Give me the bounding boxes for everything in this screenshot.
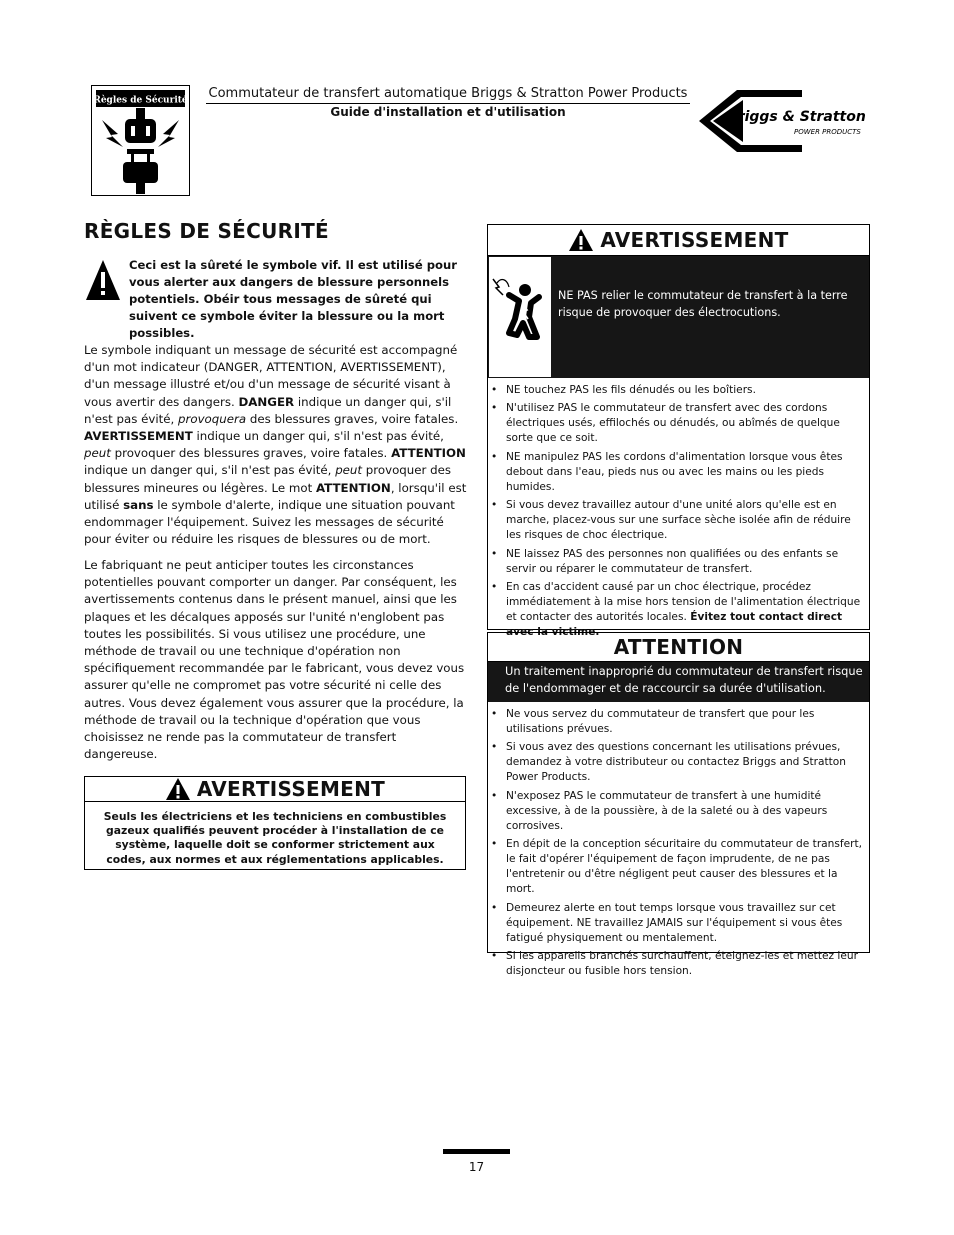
list-item [489, 547, 863, 577]
text-run: NE touchez PAS les fils dénudés ou les boîtiers. [506, 384, 756, 396]
text-run: des blessures graves, voire fatales. [246, 411, 459, 426]
section-title: RÈGLES DE SÉCURITÉ [84, 219, 330, 243]
text-run: peut [335, 463, 363, 478]
header-subtitle: Guide d'installation et d'utilisation [330, 105, 566, 119]
text-run: N'utilisez PAS le commutateur de transfert avec des cordons électriques usés, effilochés ou dénudés, ou abîmés de quelque sorte que ce soit. [506, 402, 840, 445]
header-title: Commutateur de transfert automatique Briggs & Stratton Power Products [206, 86, 690, 104]
logo-subtext: POWER PRODUCTS [794, 128, 861, 136]
equipment-damage-text: Un traitement inapproprié du commutateur de transfert risque de l'endommager et de raccourcir sa durée d'utilisation. [505, 664, 863, 695]
lightning-bolt-left-icon [102, 120, 123, 147]
attention-heading [488, 633, 869, 662]
installer-warning-text: Seuls les électriciens et les techniciens en combustibles gazeux qualifiés peuvent procéder à l'installation de ce système, laquelle doit se conformer strictement aux codes, aux normes et aux réglementations applicables. [103, 810, 447, 866]
plug-icon [123, 108, 158, 194]
list-item [489, 383, 863, 398]
text-run: provoquer des blessures mineures ou légères. Le mot [84, 463, 452, 495]
text-run: indique un danger qui, s'il n'est pas évité, [192, 429, 444, 444]
text-run: sans [123, 497, 154, 512]
list-item: • Si vous avez des questions concernant les utilisations prévues, demandez à votre distributeur ou contactez Briggs and Stratton Power Products. [489, 740, 863, 785]
text-run: indique un danger qui, s'il n'est pas évité, [84, 394, 452, 426]
text-run: Évitez tout contact direct avec la victime. [506, 610, 843, 638]
badge-text: Règles de Sécurité [93, 95, 188, 106]
installer-warning-box [84, 776, 466, 870]
text-run: ATTENTION [315, 480, 391, 495]
list-item: • Si les appareils branchés surchauffent, éteignez-les et mettez leur disjoncteur ou fusible hors tension. [489, 949, 863, 979]
safety-rules-badge [91, 85, 190, 196]
equipment-caution-box [487, 632, 870, 977]
warning-heading-label: AVERTISSEMENT [196, 777, 386, 801]
attention-heading-label: ATTENTION [613, 635, 744, 659]
list-item [489, 580, 863, 640]
briggs-stratton-logo [697, 88, 869, 154]
text-run: indique un danger qui, s'il n'est pas évité, [84, 463, 336, 478]
text-run: DANGER [238, 394, 295, 409]
electrocution-figure-icon [489, 257, 551, 377]
equipment-precautions-list [489, 707, 863, 982]
text-run: provoquera [178, 411, 247, 426]
list-item: • N'exposez PAS le commutateur de transfert à une humidité excessive, à de la poussière, à de la saleté ou à des vapeurs corrosives. [489, 789, 863, 834]
text-run: provoquer des blessures graves, voire fatales. [110, 446, 392, 461]
text-run: En cas d'accident causé par un choc électrique, procédez immédiatement à la mise hors tension de l'alimentation électrique et contacter des autorités locales. [506, 580, 861, 623]
electrocution-precautions-list [489, 383, 863, 643]
signal-words-paragraph [84, 342, 468, 548]
intro-safety-symbol-text: Ceci est la sûreté le symbole vif. Il est utilisé pour vous alerter aux dangers de blessure personnels potentiels. Obéir tous messages de sûreté qui suivent ce symbole éviter la blessure ou la mort possibles. [129, 258, 457, 340]
lightning-bolt-right-icon [158, 120, 179, 147]
page-number-bar [443, 1149, 510, 1154]
warning-heading [85, 777, 465, 802]
text-run: NE manipulez PAS les cordons d'alimentation lorsque vous êtes debout dans l'eau, pieds nus ou avec les mains ou les pieds humides. [506, 450, 843, 493]
text-run: Le symbole indiquant un message de sécurité est accompagné d'un mot indicateur (DANGER, ATTENTION, AVERTISSEMENT), d'un message illustré et/ou d'un message de sécurité visant à vous avertir des dangers. [84, 343, 458, 409]
list-item [489, 498, 863, 543]
text-run: NE laissez PAS des personnes non qualifiées ou des enfants se servir ou réparer le commutateur de transfert. [506, 547, 839, 575]
warning-heading-label: AVERTISSEMENT [600, 228, 789, 252]
equipment-damage-banner [488, 662, 869, 702]
logo-text: Briggs & Stratton [727, 109, 866, 125]
manufacturer-paragraph: Le fabriquant ne peut anticiper toutes les circonstances potentielles pouvant comporter un danger. Par conséquent, les avertissements contenus dans le présent manuel, ainsi que les plaques et les décalques apposés sur l'unité n'englobent pas toutes les possibilités. Si vous utilisez une procédure, une méthode de travail ou une technique d'opération non spécifiquement recommandée par le fabricant, vous devez vous assurer qu'elle ne compromet pas votre sécurité ni celle des autres. Vous devez également vous assurer que la procédure, la méthode de travail ou la technique d'opération que vous choisissez ne rende pas la commutateur de transfert dangereuse. [84, 558, 465, 762]
page-number: 17 [468, 1160, 485, 1174]
text-run: peut [84, 446, 111, 461]
text-run: ATTENTION [391, 446, 466, 461]
warning-heading [488, 225, 869, 256]
electrocution-hazard-banner [488, 256, 869, 378]
list-item: • En dépit de la conception sécuritaire du commutateur de transfert, le fait d'opérer l'équipement de façon imprudente, de ne pas l'entretenir ou d'être négligent peut causer des blessures et la mort. [489, 837, 863, 897]
text-run: , lorsqu'il est utilisé [84, 480, 467, 512]
text-run: le symbole d'alerte, indique une situation pouvant endommager l'équipement. Suivez les messages de sécurité pour éviter ou réduire les risques de blessures ou de mort. [84, 497, 455, 547]
list-item: • Ne vous servez du commutateur de transfert que pour les utilisations prévues. [489, 707, 863, 737]
electrocution-warning-box [487, 224, 870, 638]
warning-triangle-icon [568, 228, 594, 252]
text-run: AVERTISSEMENT [84, 429, 193, 444]
electric-shock-pictogram [489, 257, 551, 377]
text-run: Si vous devez travaillez autour d'une unité alors qu'elle est en marche, placez-vous sur une surface sèche isolée afin de réduire les risques de choc électrique. [506, 499, 851, 542]
list-item [489, 450, 863, 495]
list-item: • Demeurez alerte en tout temps lorsque vous travaillez sur cet équipement. NE travaillez JAMAIS sur l'équipement si vous êtes fatigué physiquement ou mentalement. [489, 901, 863, 946]
electrocution-hazard-text: NE PAS relier le commutateur de transfert à la terre risque de provoquer des électrocutions. [558, 289, 848, 319]
warning-triangle-icon [84, 258, 122, 302]
warning-triangle-icon [165, 777, 191, 801]
list-item [489, 401, 863, 446]
